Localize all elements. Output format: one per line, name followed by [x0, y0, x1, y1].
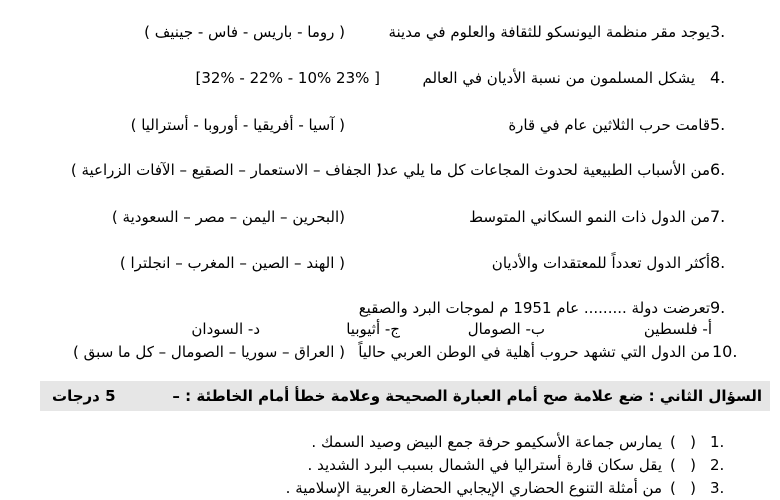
question-6 — [0, 160, 780, 184]
question-9 — [0, 298, 780, 322]
question-7 — [0, 207, 780, 231]
question-number: 3. — [710, 22, 726, 41]
question-options: ( العراق – سوريا – الصومال – كل ما سبق ) — [73, 343, 345, 361]
question-10 — [0, 342, 780, 366]
question-3 — [0, 22, 780, 46]
section-2-header — [40, 381, 770, 411]
section-title: السؤال الثاني : ضع علامة صح أمام العبارة الصحيحة وعلامة خطأ أمام الخاطئة : – — [172, 387, 762, 405]
question-options: ( الجفاف – الاستعمار – الصقيع – الآفات الزراعية ) — [70, 161, 382, 179]
question-text: أكثر الدول تعدداً للمعتقدات والأديان — [491, 254, 710, 272]
question-5 — [0, 115, 780, 139]
question-text: قامت حرب الثلاثين عام في قارة — [508, 116, 710, 134]
question-number: 9. — [710, 298, 726, 317]
answer-blank[interactable]: ( ) — [669, 433, 696, 451]
question-text: من الدول ذات النمو السكاني المتوسط — [469, 208, 710, 226]
question-text: تعرضت دولة ......... عام 1951 م لموجات البرد والصقيع — [358, 299, 710, 317]
question-number: 8. — [710, 253, 726, 272]
question-options: (البحرين – اليمن – مصر – السعودية ) — [111, 208, 345, 226]
question-number: 5. — [710, 115, 726, 134]
tf-number: 1. — [710, 433, 725, 451]
question-8 — [0, 253, 780, 277]
tf-statement: يمارس جماعة الأسكيمو حرفة جمع البيض وصيد السمك . — [311, 433, 662, 451]
question-number: 7. — [710, 207, 726, 226]
question-9-choices — [0, 320, 780, 340]
choice-d: د- السودان — [191, 320, 260, 338]
tf-number: 2. — [710, 456, 725, 474]
question-options: ( الهند – الصين – المغرب – انجلترا ) — [119, 254, 345, 272]
question-number: 6. — [710, 160, 726, 179]
question-text: من الأسباب الطبيعية لحدوث المجاعات كل ما يلي عدا — [377, 161, 710, 179]
question-text: من الدول التي تشهد حروب أهلية في الوطن العربي حالياً — [358, 343, 710, 361]
question-text: يوجد مقر منظمة اليونسكو للثقافة والعلوم في مدينة — [388, 23, 710, 41]
tf-item — [0, 456, 780, 476]
question-options: ( روما - باريس - فاس - جينيف ) — [144, 23, 345, 41]
question-number: 10. — [712, 342, 738, 361]
tf-statement: من أمثلة التنوع الحضاري الإيجابي الحضارة العربية الإسلامية . — [285, 479, 662, 497]
question-options: [ 23% 10% - 22% - 32%] — [195, 69, 380, 87]
question-number: 4. — [710, 68, 726, 87]
choice-c: ج- أثيوبيا — [346, 320, 400, 338]
answer-blank[interactable]: ( ) — [669, 456, 696, 474]
section-marks: 5 درجات — [52, 387, 116, 405]
question-4 — [0, 68, 780, 92]
tf-item — [0, 433, 780, 453]
choice-a: أ- فلسطين — [643, 320, 712, 338]
question-text: يشكل المسلمون من نسبة الأديان في العالم — [422, 69, 695, 87]
choice-b: ب- الصومال — [467, 320, 545, 338]
tf-number: 3. — [710, 479, 725, 497]
answer-blank[interactable]: ( ) — [669, 479, 696, 497]
question-options: ( آسيا - أفريقيا - أوروبا - أستراليا ) — [130, 116, 345, 134]
tf-statement: يقل سكان قارة أستراليا في الشمال بسبب البرد الشديد . — [307, 456, 662, 474]
tf-item — [0, 479, 780, 499]
